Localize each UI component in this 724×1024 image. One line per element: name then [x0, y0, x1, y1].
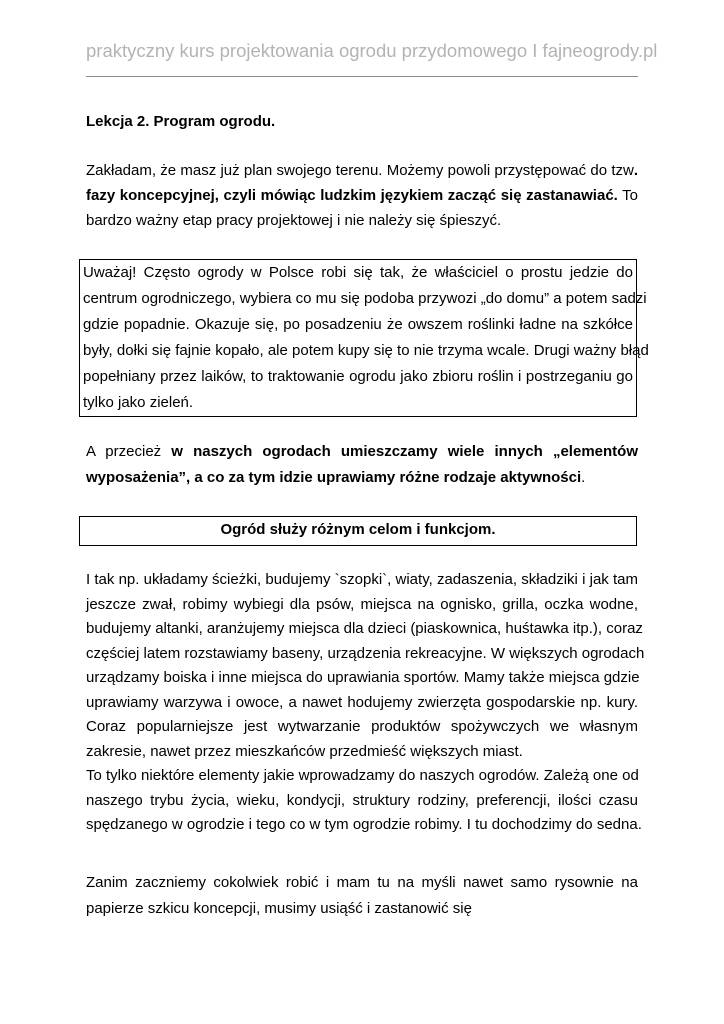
closing-paragraph [86, 870, 638, 922]
intro-line-2 [86, 183, 638, 208]
intro-line-1 [86, 158, 638, 183]
examples-line: częściej latem rozstawiamy baseny, urządzenia rekreacyjne. W większych ogrodach [86, 644, 645, 662]
intro-line-2-text: To [617, 187, 638, 204]
header-divider [86, 76, 638, 77]
elements-line-2 [86, 465, 638, 491]
examples-line: To tylko niektóre elementy jakie wprowadzamy do naszych ogrodów. Zależą one od [86, 767, 639, 784]
warning-box [79, 259, 649, 417]
examples-line: Coraz popularniejsze jest wytwarzanie produktów spożywczych we własnym [86, 718, 638, 735]
elements-line-2-bold: wyposażenia”, a co za tym idzie uprawiamy różne rodzaje aktywności [86, 469, 582, 486]
examples-line: spędzanego w ogrodzie i tego co w tym ogrodzie robimy. I tu dochodzimy do sedna. [86, 816, 642, 833]
examples-line: urządzamy boiska i inne miejsca do uprawiania sportów. Mamy także miejsca gdzie [86, 669, 640, 686]
examples-line: jeszcze zwał, robimy wybiegi dla psów, miejsca na ognisko, grilla, oczka wodne, [86, 595, 638, 613]
elements-line-1 [86, 439, 638, 465]
intro-line-2-bold: fazy koncepcyjnej, czyli mówiąc ludzkim językiem zacząć się zastanawiać. [86, 187, 618, 204]
warning-line: popełniany przez laików, to traktowanie ogrodu jako zbioru roślin i postrzeganiu go [83, 368, 633, 385]
intro-line-3: bardzo ważny etap pracy projektowej i nie należy się śpieszyć. [86, 212, 502, 229]
closing-line: Zanim zaczniemy cokolwiek robić i mam tu na myśli nawet samo rysownie na [86, 874, 638, 891]
elements-paragraph [86, 439, 638, 491]
warning-line: były, dołki się fajnie kopało, ale potem kupy się to nie trzyma wcale. Drugi ważny błąd [83, 342, 649, 359]
warning-line: centrum ogrodniczego, wybiera co mu się podoba przywozi „do domu” a potem sadzi [83, 290, 647, 307]
intro-line-1-text: Zakładam, że masz już plan swojego terenu. Możemy powoli przystępować do tzw [86, 162, 634, 179]
warning-line: tylko jako zieleń. [83, 394, 194, 411]
examples-line: naszego trybu życia, wieku, kondycji, struktury rodziny, preferencji, ilości czasu [86, 791, 638, 809]
warning-line: gdzie popadnie. Okazuje się, po posadzeniu że owszem roślinki ładne na szkółce [83, 316, 633, 333]
elements-line-1-bold: w naszych ogrodach umieszczamy wiele innych „elementów [171, 443, 638, 460]
intro-line-1-bold: . [633, 162, 638, 179]
examples-line: budujemy altanki, aranżujemy miejsca dla dzieci (piaskownica, huśtawka itp.), coraz [86, 620, 643, 637]
examples-line: I tak np. układamy ścieżki, budujemy `szopki`, wiaty, zadaszenia, składziki i jak tam [86, 571, 638, 588]
warning-line: Uważaj! Często ogrody w Polsce robi się tak, że właściciel o prostu jedzie do [83, 264, 633, 281]
examples-line: uprawiamy warzywa i owoce, a nawet hodujemy zwierzęta gospodarskie np. kury. [86, 693, 638, 711]
purpose-box: Ogród służy różnym celom i funkcjom. [79, 516, 637, 546]
examples-line: zakresie, nawet przez mieszkańców przedmieść większych miast. [86, 742, 523, 760]
running-header: praktyczny kurs projektowania ogrodu przydomowego I fajneogrody.pl [86, 40, 658, 61]
intro-paragraph [86, 158, 638, 233]
examples-paragraph [86, 568, 645, 838]
closing-line: papierze szkicu koncepcji, musimy usiąść i zastanowić się [86, 900, 472, 917]
lesson-title: Lekcja 2. Program ogrodu. [86, 113, 276, 130]
elements-line-2-text: . [581, 469, 586, 486]
elements-line-1-text: A przecież [86, 443, 172, 460]
